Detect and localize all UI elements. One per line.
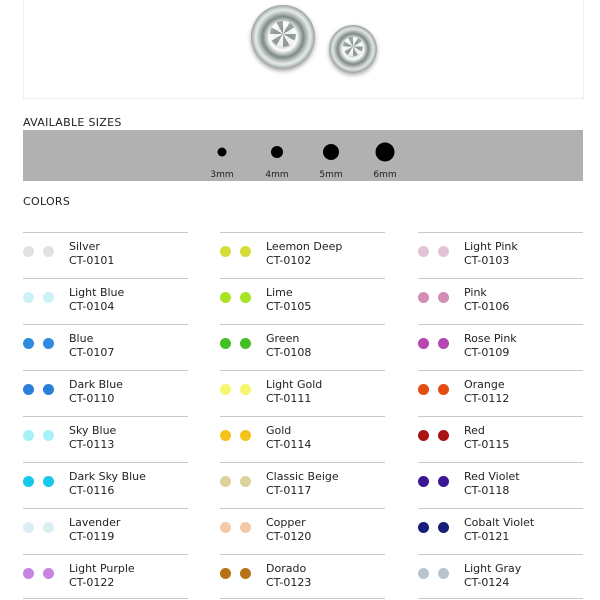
color-name: Light Pink [464,240,518,253]
color-code: CT-0104 [69,300,115,313]
color-code: CT-0118 [464,484,510,497]
color-dot [220,384,231,395]
color-code: CT-0103 [464,254,510,267]
color-name: Light Purple [69,562,135,575]
color-name: Red [464,424,485,437]
color-dot [220,292,231,303]
size-option-5mm [311,130,351,181]
color-dot [438,476,449,487]
color-code: CT-0109 [464,346,510,359]
color-dot [240,568,251,579]
color-code: CT-0105 [266,300,312,313]
size-dot [376,143,395,162]
color-code: CT-0114 [266,438,312,451]
color-swatch-item[interactable] [23,278,188,324]
color-name: Orange [464,378,505,391]
color-swatch-item[interactable] [220,324,385,370]
divider-line [220,598,385,599]
color-name: Light Gray [464,562,522,575]
color-dot [418,292,429,303]
color-name: Light Blue [69,286,125,299]
color-dot [43,338,54,349]
color-swatch-item[interactable] [220,232,385,278]
divider-line [418,598,583,599]
color-dot [43,522,54,533]
color-dot [23,338,34,349]
color-dot [23,476,34,487]
color-code: CT-0122 [69,576,115,589]
color-dot [43,246,54,257]
color-swatch-item[interactable] [220,554,385,600]
size-label: 5mm [319,170,343,180]
color-swatch-item[interactable] [23,324,188,370]
color-dot [43,476,54,487]
color-dot [240,522,251,533]
color-dot [220,430,231,441]
color-dot [240,430,251,441]
color-name: Copper [266,516,306,529]
color-swatch-item[interactable] [418,462,583,508]
color-swatch-item[interactable] [418,416,583,462]
color-dot [438,338,449,349]
color-dot [418,246,429,257]
color-dot [418,568,429,579]
color-code: CT-0119 [69,530,115,543]
color-code: CT-0111 [266,392,312,405]
color-dot [220,338,231,349]
color-dot [240,246,251,257]
color-swatch-item[interactable] [23,554,188,600]
color-name: Dorado [266,562,307,575]
color-swatch-item[interactable] [220,462,385,508]
color-swatch-item[interactable] [418,232,583,278]
color-dot [220,522,231,533]
color-swatch-item[interactable] [220,416,385,462]
color-code: CT-0124 [464,576,510,589]
color-name: Lime [266,286,293,299]
color-dot [240,338,251,349]
color-swatch-item[interactable] [418,508,583,554]
color-code: CT-0107 [69,346,115,359]
color-name: Green [266,332,300,345]
color-dot [23,522,34,533]
color-name: Light Gold [266,378,323,391]
color-code: CT-0121 [464,530,510,543]
color-swatch-item[interactable] [23,416,188,462]
color-dot [43,430,54,441]
color-code: CT-0101 [69,254,115,267]
available-sizes-title: AVAILABLE SIZES [23,116,122,129]
color-dot [240,476,251,487]
color-dot [220,476,231,487]
color-name: Lavender [69,516,121,529]
color-name: Pink [464,286,487,299]
color-code: CT-0102 [266,254,312,267]
color-code: CT-0115 [464,438,510,451]
color-code: CT-0112 [464,392,510,405]
color-swatch-item[interactable] [418,554,583,600]
color-code: CT-0110 [69,392,115,405]
color-dot [418,430,429,441]
size-dot [218,148,227,157]
color-dot [23,292,34,303]
color-name: Red Violet [464,470,520,483]
color-code: CT-0117 [266,484,312,497]
color-dot [418,384,429,395]
color-swatch-item[interactable] [418,324,583,370]
color-dot [43,292,54,303]
color-code: CT-0106 [464,300,510,313]
color-swatch-item[interactable] [418,370,583,416]
color-name: Sky Blue [69,424,117,437]
color-dot [438,568,449,579]
color-swatch-item[interactable] [220,370,385,416]
product-image-panel [23,0,584,99]
size-option-4mm [257,130,297,181]
color-code: CT-0116 [69,484,115,497]
color-dot [43,384,54,395]
color-code: CT-0113 [69,438,115,451]
color-dot [438,430,449,441]
color-dot [418,338,429,349]
color-name: Dark Sky Blue [69,470,146,483]
color-code: CT-0108 [266,346,312,359]
size-option-6mm [365,130,405,181]
color-swatch-item[interactable] [418,278,583,324]
crystal-large-image [251,5,315,69]
color-swatch-item[interactable] [23,462,188,508]
colors-title: COLORS [23,195,71,208]
color-swatch-item[interactable] [220,278,385,324]
color-dot [418,522,429,533]
color-dot [220,246,231,257]
size-label: 3mm [210,170,234,180]
color-name: Silver [69,240,100,253]
color-swatch-item[interactable] [23,232,188,278]
color-name: Dark Blue [69,378,123,391]
size-label: 4mm [265,170,289,180]
color-dot [23,246,34,257]
size-dot [323,144,339,160]
color-dot [438,246,449,257]
size-dot [271,146,283,158]
crystal-small-image [329,25,377,73]
color-name: Rose Pink [464,332,517,345]
color-dot [220,568,231,579]
color-swatch-item[interactable] [23,370,188,416]
color-swatch-item[interactable] [220,508,385,554]
size-option-3mm [202,130,242,181]
color-name: Blue [69,332,94,345]
color-code: CT-0123 [266,576,312,589]
color-name: Gold [266,424,292,437]
color-swatch-item[interactable] [23,508,188,554]
divider-line [23,598,188,599]
color-dot [438,384,449,395]
size-label: 6mm [373,170,397,180]
color-code: CT-0120 [266,530,312,543]
color-name: Classic Beige [266,470,339,483]
size-bar [23,130,583,181]
color-dot [43,568,54,579]
color-dot [418,476,429,487]
color-dot [240,292,251,303]
color-dot [438,522,449,533]
color-dot [23,384,34,395]
color-name: Cobalt Violet [464,516,535,529]
color-dot [23,568,34,579]
color-dot [240,384,251,395]
color-dot [23,430,34,441]
color-dot [438,292,449,303]
color-name: Leemon Deep [266,240,343,253]
